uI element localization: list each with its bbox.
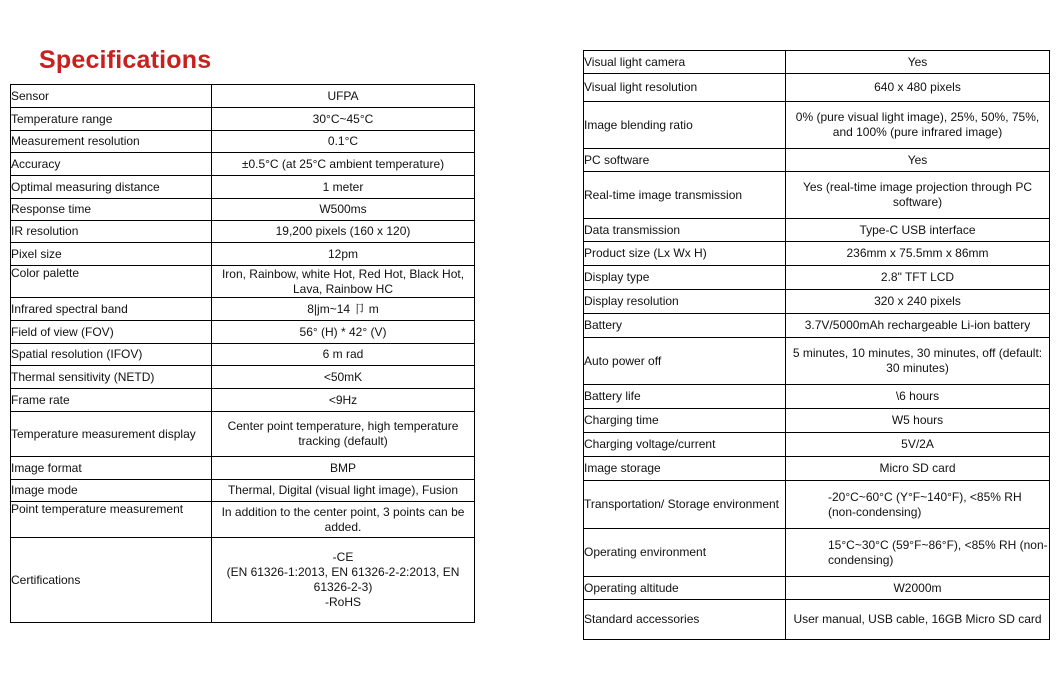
spec-value: W5 hours [786, 409, 1050, 433]
spec-label: Data transmission [584, 219, 786, 242]
spec-value: 15°C~30°C (59°F~86°F), <85% RH (non-condensing) [786, 529, 1050, 577]
table-row [584, 457, 1050, 481]
spec-label: Product size (Lx Wx H) [584, 242, 786, 266]
table-row [11, 131, 475, 153]
spec-label: Operating altitude [584, 577, 786, 600]
spec-value: BMP [212, 457, 475, 480]
table-row [11, 502, 475, 538]
spec-value: W500ms [212, 199, 475, 221]
spec-value: 0% (pure visual light image), 25%, 50%, 75%, and 100% (pure infrared image) [786, 102, 1050, 149]
spec-label: Response time [11, 199, 212, 221]
table-row [584, 219, 1050, 242]
spec-label: Battery [584, 314, 786, 338]
spec-value: 2.8" TFT LCD [786, 266, 1050, 290]
spec-label: IR resolution [11, 221, 212, 243]
spec-label: Operating environment [584, 529, 786, 577]
spec-label: Display type [584, 266, 786, 290]
spec-value: 56° (H) * 42° (V) [212, 321, 475, 344]
table-row [11, 266, 475, 298]
spec-label: Optimal measuring distance [11, 176, 212, 199]
spec-label: Temperature range [11, 108, 212, 131]
spec-value: 5 minutes, 10 minutes, 30 minutes, off (default: 30 minutes) [786, 338, 1050, 385]
spec-value: 30°C~45°C [212, 108, 475, 131]
table-row [584, 242, 1050, 266]
spec-value: Yes [786, 51, 1050, 74]
spec-value: Type-C USB interface [786, 219, 1050, 242]
spec-label: Battery life [584, 385, 786, 409]
table-row [584, 433, 1050, 457]
spec-value: 19,200 pixels (160 x 120) [212, 221, 475, 243]
table-row [11, 366, 475, 389]
table-row [11, 199, 475, 221]
spec-value: 12pm [212, 243, 475, 266]
table-row [584, 577, 1050, 600]
spec-label: Visual light camera [584, 51, 786, 74]
table-row [584, 266, 1050, 290]
table-row [584, 74, 1050, 102]
spec-value: W2000m [786, 577, 1050, 600]
spec-value: User manual, USB cable, 16GB Micro SD card [786, 600, 1050, 640]
table-row [584, 600, 1050, 640]
spec-value: 3.7V/5000mAh rechargeable Li-ion battery [786, 314, 1050, 338]
table-row [11, 538, 475, 623]
spec-label: Accuracy [11, 153, 212, 176]
spec-value: 320 x 240 pixels [786, 290, 1050, 314]
table-row [11, 298, 475, 321]
spec-value: <9Hz [212, 389, 475, 412]
table-row [11, 412, 475, 457]
spec-label: Sensor [11, 85, 212, 108]
table-row [11, 108, 475, 131]
table-row [11, 321, 475, 344]
spec-label: Standard accessories [584, 600, 786, 640]
spec-value: 1 meter [212, 176, 475, 199]
spec-label: Certifications [11, 538, 212, 623]
spec-label: Real-time image transmission [584, 172, 786, 219]
spec-value: 5V/2A [786, 433, 1050, 457]
table-row [11, 480, 475, 502]
table-row [11, 153, 475, 176]
spec-value: Yes (real-time image projection through PC software) [786, 172, 1050, 219]
spec-value: 6 m rad [212, 344, 475, 366]
spec-value: Yes [786, 149, 1050, 172]
table-row [584, 51, 1050, 74]
spec-value: 640 x 480 pixels [786, 74, 1050, 102]
spec-value: ±0.5°C (at 25°C ambient temperature) [212, 153, 475, 176]
spec-label: Pixel size [11, 243, 212, 266]
table-row [11, 243, 475, 266]
spec-label: Image storage [584, 457, 786, 481]
table-row [11, 457, 475, 480]
table-row [11, 176, 475, 199]
spec-value: Iron, Rainbow, white Hot, Red Hot, Black Hot, Lava, Rainbow HC [212, 266, 475, 298]
spec-value: <50mK [212, 366, 475, 389]
table-row [584, 481, 1050, 529]
table-row [584, 314, 1050, 338]
spec-label: Display resolution [584, 290, 786, 314]
spec-value: Micro SD card [786, 457, 1050, 481]
spec-value: \6 hours [786, 385, 1050, 409]
spec-label: Temperature measurement display [11, 412, 212, 457]
spec-value: 0.1°C [212, 131, 475, 153]
table-row [584, 290, 1050, 314]
spec-label: Field of view (FOV) [11, 321, 212, 344]
spec-value: -CE (EN 61326-1:2013, EN 61326-2-2:2013, EN 61326-2-3) -RoHS [212, 538, 475, 623]
spec-label: Image blending ratio [584, 102, 786, 149]
spec-label: Infrared spectral band [11, 298, 212, 321]
specifications-table-left [10, 84, 475, 623]
table-row [584, 172, 1050, 219]
table-row [584, 102, 1050, 149]
spec-value: 8|jm~14 卩 m [212, 298, 475, 321]
spec-label: Measurement resolution [11, 131, 212, 153]
spec-value: Thermal, Digital (visual light image), Fusion [212, 480, 475, 502]
spec-value: -20°C~60°C (Y°F~140°F), <85% RH (non-condensing) [786, 481, 1050, 529]
spec-label: Thermal sensitivity (NETD) [11, 366, 212, 389]
table-row [11, 221, 475, 243]
spec-label: Color palette [11, 266, 212, 298]
spec-label: Point temperature measurement [11, 502, 212, 538]
spec-label: PC software [584, 149, 786, 172]
spec-label: Charging time [584, 409, 786, 433]
table-row [11, 85, 475, 108]
spec-label: Auto power off [584, 338, 786, 385]
spec-value: Center point temperature, high temperature tracking (default) [212, 412, 475, 457]
table-row [11, 389, 475, 412]
spec-value: 236mm x 75.5mm x 86mm [786, 242, 1050, 266]
spec-label: Spatial resolution (IFOV) [11, 344, 212, 366]
spec-value: UFPA [212, 85, 475, 108]
table-row [11, 344, 475, 366]
spec-label: Image format [11, 457, 212, 480]
spec-label: Frame rate [11, 389, 212, 412]
spec-value: In addition to the center point, 3 points can be added. [212, 502, 475, 538]
page-title: Specifications [39, 46, 212, 74]
table-row [584, 338, 1050, 385]
spec-label: Charging voltage/current [584, 433, 786, 457]
table-row [584, 529, 1050, 577]
spec-label: Image mode [11, 480, 212, 502]
spec-label: Visual light resolution [584, 74, 786, 102]
table-row [584, 409, 1050, 433]
table-row [584, 149, 1050, 172]
specifications-table-right [583, 50, 1050, 640]
spec-label: Transportation/ Storage environment [584, 481, 786, 529]
table-row [584, 385, 1050, 409]
